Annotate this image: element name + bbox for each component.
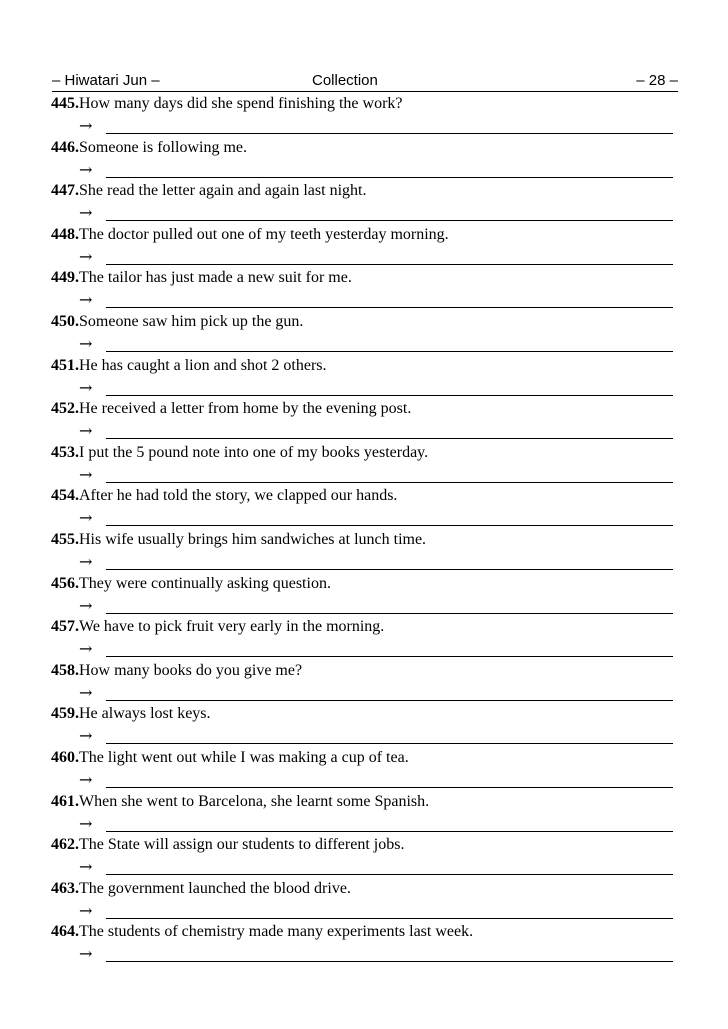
exercise-item [51, 791, 675, 835]
answer-line[interactable] [79, 159, 673, 180]
page-number: – 28 – [636, 72, 678, 89]
arrow-icon: → [79, 944, 93, 964]
exercise-question [51, 355, 327, 377]
exercise-sentence: The students of chemistry made many experiments last week. [79, 923, 474, 941]
answer-blank[interactable] [106, 787, 673, 788]
exercise-sentence: Someone saw him pick up the gun. [79, 312, 304, 330]
exercise-sentence: The tailor has just made a new suit for me. [79, 269, 352, 287]
exercise-sentence: The light went out while I was making a cup of tea. [79, 748, 409, 766]
exercise-sentence: I put the 5 pound note into one of my books yesterday. [79, 443, 429, 461]
exercise-number: 458. [51, 661, 79, 679]
arrow-icon: → [79, 682, 93, 702]
answer-blank[interactable] [106, 874, 673, 875]
exercise-question [51, 791, 429, 813]
exercise-sentence: When she went to Barcelona, she learnt some Spanish. [79, 792, 430, 810]
exercise-question [51, 267, 352, 289]
arrow-icon: → [79, 377, 93, 397]
arrow-icon: → [79, 857, 93, 877]
exercise-number: 449. [51, 269, 79, 287]
exercise-question [51, 224, 449, 246]
arrow-icon: → [79, 726, 93, 746]
answer-line[interactable] [79, 682, 673, 703]
answer-blank[interactable] [106, 395, 673, 396]
answer-blank[interactable] [106, 307, 673, 308]
answer-blank[interactable] [106, 525, 673, 526]
answer-blank[interactable] [106, 133, 673, 134]
arrow-icon: → [79, 769, 93, 789]
exercise-question [51, 442, 428, 464]
exercise-question [51, 747, 409, 769]
answer-blank[interactable] [106, 438, 673, 439]
exercise-sentence: He always lost keys. [79, 705, 211, 723]
arrow-icon: → [79, 246, 93, 266]
exercise-number: 462. [51, 836, 79, 854]
exercise-item [51, 267, 675, 311]
exercise-item [51, 616, 675, 660]
exercise-number: 448. [51, 225, 79, 243]
arrow-icon: → [79, 551, 93, 571]
exercise-item [51, 485, 675, 529]
exercise-sentence: They were continually asking question. [79, 574, 331, 592]
answer-blank[interactable] [106, 569, 673, 570]
page-header [52, 71, 678, 92]
exercise-number: 451. [51, 356, 79, 374]
exercise-sentence: The government launched the blood drive. [79, 879, 351, 897]
answer-line[interactable] [79, 420, 673, 441]
answer-line[interactable] [79, 289, 673, 310]
answer-blank[interactable] [106, 220, 673, 221]
answer-line[interactable] [79, 464, 673, 485]
exercise-question [51, 703, 211, 725]
answer-blank[interactable] [106, 482, 673, 483]
exercise-number: 459. [51, 705, 79, 723]
exercise-question [51, 93, 403, 115]
answer-line[interactable] [79, 769, 673, 790]
exercise-question [51, 878, 351, 900]
exercise-sentence: He has caught a lion and shot 2 others. [79, 356, 327, 374]
answer-line[interactable] [79, 246, 673, 267]
exercise-number: 453. [51, 443, 79, 461]
arrow-icon: → [79, 203, 93, 223]
exercise-sentence: How many books do you give me? [79, 661, 303, 679]
exercise-item [51, 878, 675, 922]
answer-line[interactable] [79, 377, 673, 398]
arrow-icon: → [79, 464, 93, 484]
exercise-sentence: Someone is following me. [79, 138, 247, 156]
arrow-icon: → [79, 290, 93, 310]
arrow-icon: → [79, 508, 93, 528]
exercise-number: 454. [51, 487, 79, 505]
answer-blank[interactable] [106, 743, 673, 744]
answer-line[interactable] [79, 595, 673, 616]
exercise-question [51, 311, 303, 333]
exercise-item [51, 180, 675, 224]
answer-line[interactable] [79, 813, 673, 834]
exercise-question [51, 921, 473, 943]
exercise-number: 457. [51, 618, 79, 636]
arrow-icon: → [79, 333, 93, 353]
arrow-icon: → [79, 116, 93, 135]
exercise-item [51, 921, 675, 965]
exercise-item [51, 529, 675, 573]
header-author: – Hiwatari Jun – [52, 72, 160, 89]
exercise-question [51, 485, 397, 507]
answer-blank[interactable] [106, 613, 673, 614]
exercise-number: 461. [51, 792, 79, 810]
exercise-item [51, 311, 675, 355]
arrow-icon: → [79, 900, 93, 920]
answer-line[interactable] [79, 943, 673, 964]
exercise-number: 463. [51, 879, 79, 897]
exercise-question [51, 660, 302, 682]
answer-line[interactable] [79, 900, 673, 921]
exercise-number: 460. [51, 748, 79, 766]
exercise-number: 455. [51, 530, 79, 548]
exercise-number: 452. [51, 400, 79, 418]
answer-blank[interactable] [106, 961, 673, 962]
answer-line[interactable] [79, 115, 673, 136]
exercise-item [51, 573, 675, 617]
answer-line[interactable] [79, 725, 673, 746]
answer-blank[interactable] [106, 700, 673, 701]
exercise-number: 464. [51, 923, 79, 941]
answer-line[interactable] [79, 856, 673, 877]
exercise-item [51, 660, 675, 704]
exercise-item [51, 93, 675, 137]
exercise-sentence: The State will assign our students to different jobs. [79, 836, 405, 854]
exercise-sentence: After he had told the story, we clapped our hands. [79, 487, 398, 505]
exercise-question [51, 573, 331, 595]
exercise-item [51, 703, 675, 747]
answer-blank[interactable] [106, 918, 673, 919]
exercise-sentence: How many days did she spend finishing the work? [79, 95, 403, 112]
answer-line[interactable] [79, 638, 673, 659]
exercise-sentence: She read the letter again and again last night. [79, 182, 367, 200]
exercise-item [51, 834, 675, 878]
exercise-item [51, 398, 675, 442]
exercise-question [51, 180, 366, 202]
answer-line[interactable] [79, 202, 673, 223]
exercise-item [51, 442, 675, 486]
header-title: Collection [312, 72, 378, 89]
exercise-question [51, 137, 247, 159]
exercise-item [51, 355, 675, 399]
exercise-list [51, 93, 675, 965]
answer-line[interactable] [79, 551, 673, 572]
exercise-number: 456. [51, 574, 79, 592]
arrow-icon: → [79, 159, 93, 179]
arrow-icon: → [79, 595, 93, 615]
exercise-sentence: The doctor pulled out one of my teeth yesterday morning. [79, 225, 449, 243]
exercise-item [51, 747, 675, 791]
answer-blank[interactable] [106, 351, 673, 352]
exercise-number: 450. [51, 312, 79, 330]
exercise-question [51, 616, 384, 638]
answer-blank[interactable] [106, 264, 673, 265]
exercise-number: 446. [51, 138, 79, 156]
exercise-question [51, 529, 426, 551]
exercise-sentence: He received a letter from home by the evening post. [79, 400, 412, 418]
exercise-item [51, 137, 675, 181]
exercise-sentence: We have to pick fruit very early in the morning. [79, 618, 385, 636]
arrow-icon: → [79, 813, 93, 833]
answer-blank[interactable] [106, 831, 673, 832]
exercise-question [51, 398, 411, 420]
exercise-sentence: His wife usually brings him sandwiches at lunch time. [79, 530, 427, 548]
answer-line[interactable] [79, 507, 673, 528]
answer-blank[interactable] [106, 177, 673, 178]
exercise-item [51, 224, 675, 268]
exercise-number: 445. [51, 95, 79, 112]
exercise-number: 447. [51, 182, 79, 200]
answer-blank[interactable] [106, 656, 673, 657]
arrow-icon: → [79, 421, 93, 441]
answer-line[interactable] [79, 333, 673, 354]
arrow-icon: → [79, 639, 93, 659]
exercise-question [51, 834, 404, 856]
